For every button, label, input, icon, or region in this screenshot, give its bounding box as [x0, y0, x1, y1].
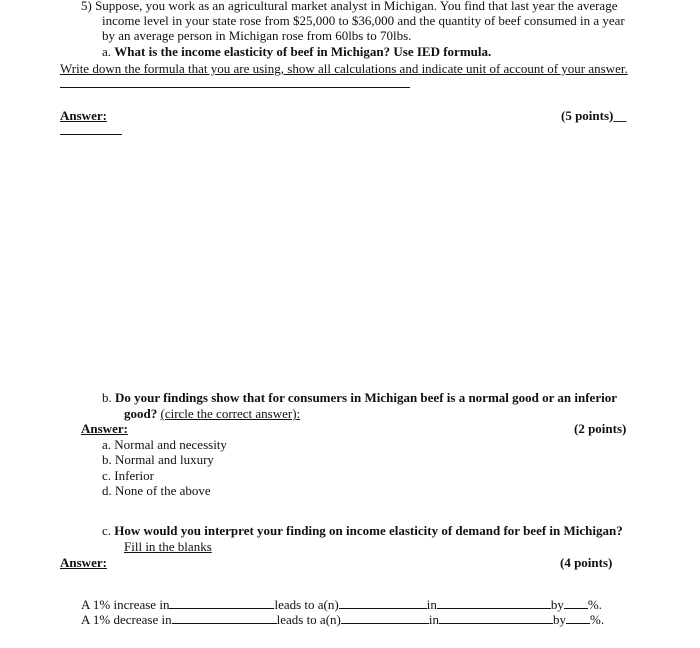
blank-increase-variable[interactable] [169, 596, 274, 609]
part-a-points: (5 points)__ [561, 108, 627, 123]
blank-decrease-variable[interactable] [172, 611, 277, 624]
option-a[interactable]: a. Normal and necessity [102, 437, 227, 452]
part-c-question [102, 523, 623, 538]
part-b-question-line-2: good? (circle the correct answer): [124, 406, 301, 421]
fill-row-decrease: A 1% decrease in leads to a(n) in by %. [81, 612, 605, 627]
part-b-points: (2 points) [574, 421, 627, 436]
option-d[interactable]: d. None of the above [102, 483, 211, 498]
option-b[interactable]: b. Normal and luxury [102, 452, 214, 467]
question-5-intro-line-2: income level in your state rose from $25,000 to $36,000 and the quantity of beef consumed in a year [102, 13, 625, 28]
part-a-text: What is the income elasticity of beef in Michigan? Use IED formula. [114, 44, 492, 59]
blank-increase-direction[interactable] [339, 596, 427, 609]
part-b-question-line-1 [102, 390, 617, 405]
part-a-instruction: Write down the formula that you are using, show all calculations and indicate unit of account of your answer. [60, 61, 628, 76]
answer-line [60, 87, 410, 88]
part-a-question [102, 44, 491, 59]
part-c-text: How would you interpret your finding on income elasticity of demand for beef in Michigan? [114, 523, 623, 538]
part-c-points: (4 points) [560, 555, 613, 570]
part-b-text: Do your findings show that for consumers in Michigan beef is a normal good or an inferior [115, 390, 617, 405]
part-c-prefix: c. [102, 523, 112, 538]
question-5-intro-line-3: by an average person in Michigan rose from 60lbs to 70lbs. [102, 28, 412, 43]
part-a-prefix: a. [102, 44, 112, 59]
part-c-fill-instruction: Fill in the blanks [124, 539, 212, 554]
question-5-intro-line-1: 5) Suppose, you work as an agricultural market analyst in Michigan. You find that last year the average [81, 0, 618, 13]
blank-increase-percent[interactable] [564, 596, 588, 609]
answer-underline [60, 134, 122, 135]
fill-row-increase: A 1% increase in leads to a(n) in by %. [81, 597, 602, 612]
part-b-answer-label: Answer: [81, 421, 128, 436]
part-a-answer-label: Answer: [60, 108, 107, 123]
blank-decrease-direction[interactable] [341, 611, 429, 624]
part-b-circle-instruction: (circle the correct answer): [160, 406, 301, 421]
blank-decrease-percent[interactable] [566, 611, 590, 624]
blank-decrease-quantity[interactable] [439, 611, 553, 624]
part-c-answer-label: Answer: [60, 555, 107, 570]
blank-increase-quantity[interactable] [437, 596, 551, 609]
part-b-prefix: b. [102, 390, 112, 405]
option-c[interactable]: c. Inferior [102, 468, 154, 483]
